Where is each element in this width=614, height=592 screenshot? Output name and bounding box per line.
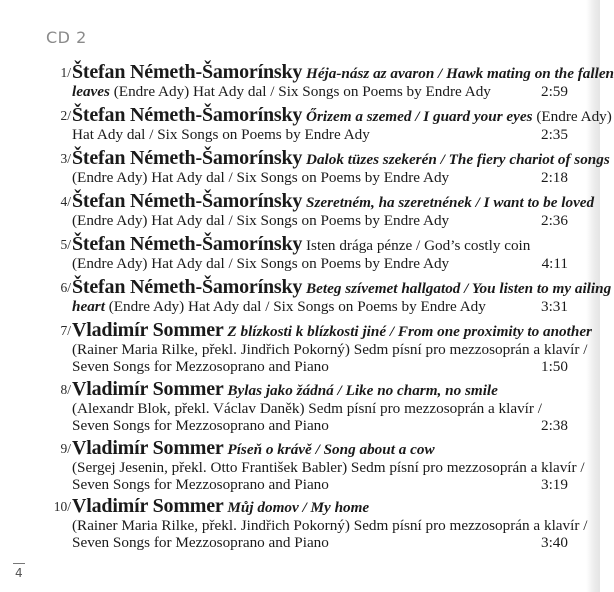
track-duration: 2:59 [540, 83, 568, 100]
track-detail: Seven Songs for Mezzosoprano and Piano [72, 476, 329, 493]
track-detail: (Alexandr Blok, překl. Václav Daněk) Sedm písní pro mezzosoprán a klavír / [72, 400, 542, 417]
track-title: Můj domov / My home [227, 499, 370, 516]
track-title: Bylas jako žádná / Like no charm, no smile [227, 382, 498, 399]
track-title: Píseň o krávě / Song about a cow [227, 441, 435, 458]
track-duration: 3:40 [540, 534, 568, 551]
track-detail: (Rainer Maria Rilke, překl. Jindřich Pokorný) Sedm písní pro mezzosoprán a klavír / [72, 517, 588, 534]
track-detail: (Endre Ady) Hat Ady dal / Six Songs on Poems by Endre Ady [72, 212, 450, 229]
track-detail: (Endre Ady) Hat Ady dal / Six Songs on Poems by Endre Ady [104, 298, 486, 315]
track-title: Beteg szívemet hallgatod / You listen to my ailing [306, 280, 612, 297]
track-detail: (Endre Ady) Hat Ady dal / Six Songs on Poems by Endre Ady [109, 83, 491, 100]
track-composer: Vladimír Sommer [72, 495, 224, 517]
track-detail: (Sergej Jesenin, překl. Otto František Babler) Sedm písní pro mezzosoprán a klavír / [72, 459, 585, 476]
track-detail: Hat Ady dal / Six Songs on Poems by Endre Ady [72, 126, 370, 143]
track-duration: 1:50 [540, 358, 568, 375]
track-composer: Štefan Németh-Šamorínsky [72, 233, 303, 255]
track-duration: 4:11 [541, 255, 568, 272]
track-detail: (Endre Ady) Hat Ady dal / Six Songs on Poems by Endre Ady [72, 169, 450, 186]
track-detail: (Rainer Maria Rilke, překl. Jindřich Pokorný) Sedm písní pro mezzosoprán a klavír / [72, 341, 588, 358]
track-number: 8/ [60, 382, 71, 397]
track-title: Isten drága pénze / God’s costly coin [306, 237, 531, 254]
track-duration: 2:35 [540, 126, 568, 143]
track-number: 4/ [60, 194, 71, 209]
track-title: Héja-nász az avaron / Hawk mating on the fallen [306, 65, 614, 82]
track-number: 7/ [60, 323, 71, 338]
track-duration: 3:31 [540, 298, 568, 315]
track-composer: Vladimír Sommer [72, 319, 224, 341]
track-composer: Štefan Németh-Šamorínsky [72, 104, 303, 126]
track-number: 10/ [53, 499, 71, 514]
track-detail: Seven Songs for Mezzosoprano and Piano [72, 534, 329, 551]
track-detail: (Endre Ady) Hat Ady dal / Six Songs on Poems by Endre Ady [72, 255, 450, 272]
track-title: Őrizem a szemed / I guard your eyes [306, 108, 533, 125]
track-duration: 2:36 [540, 212, 568, 229]
track-title: Dalok tüzes szekerén / The fiery chariot of songs [306, 151, 610, 168]
track-composer: Vladimír Sommer [72, 437, 224, 459]
track-detail: (Endre Ady) [532, 108, 612, 125]
track-title: Szeretném, ha szeretnének / I want to be loved [306, 194, 595, 211]
page-number-rule [13, 563, 25, 564]
track-number: 1/ [60, 65, 71, 80]
track-composer: Štefan Németh-Šamorínsky [72, 147, 303, 169]
track-number: 2/ [60, 108, 71, 123]
track-composer: Vladimír Sommer [72, 378, 224, 400]
page-number: 4 [15, 566, 23, 580]
track-number: 9/ [60, 441, 71, 456]
track-duration: 3:19 [540, 476, 568, 493]
track-composer: Štefan Németh-Šamorínsky [72, 190, 303, 212]
track-detail: Seven Songs for Mezzosoprano and Piano [72, 417, 329, 434]
track-composer: Štefan Németh-Šamorínsky [72, 276, 303, 298]
track-title-cont: leaves [72, 83, 110, 100]
track-duration: 2:18 [540, 169, 568, 186]
track-number: 3/ [60, 151, 71, 166]
track-number: 6/ [60, 280, 71, 295]
track-composer: Štefan Németh-Šamorínsky [72, 61, 303, 83]
track-duration: 2:38 [540, 417, 568, 434]
track-title: Z blízkosti k blízkosti jiné / From one proximity to another [227, 323, 592, 340]
cd-header: CD 2 [46, 28, 87, 47]
track-title-cont: heart [72, 298, 105, 315]
track-number: 5/ [60, 237, 71, 252]
track-detail: Seven Songs for Mezzosoprano and Piano [72, 358, 329, 375]
